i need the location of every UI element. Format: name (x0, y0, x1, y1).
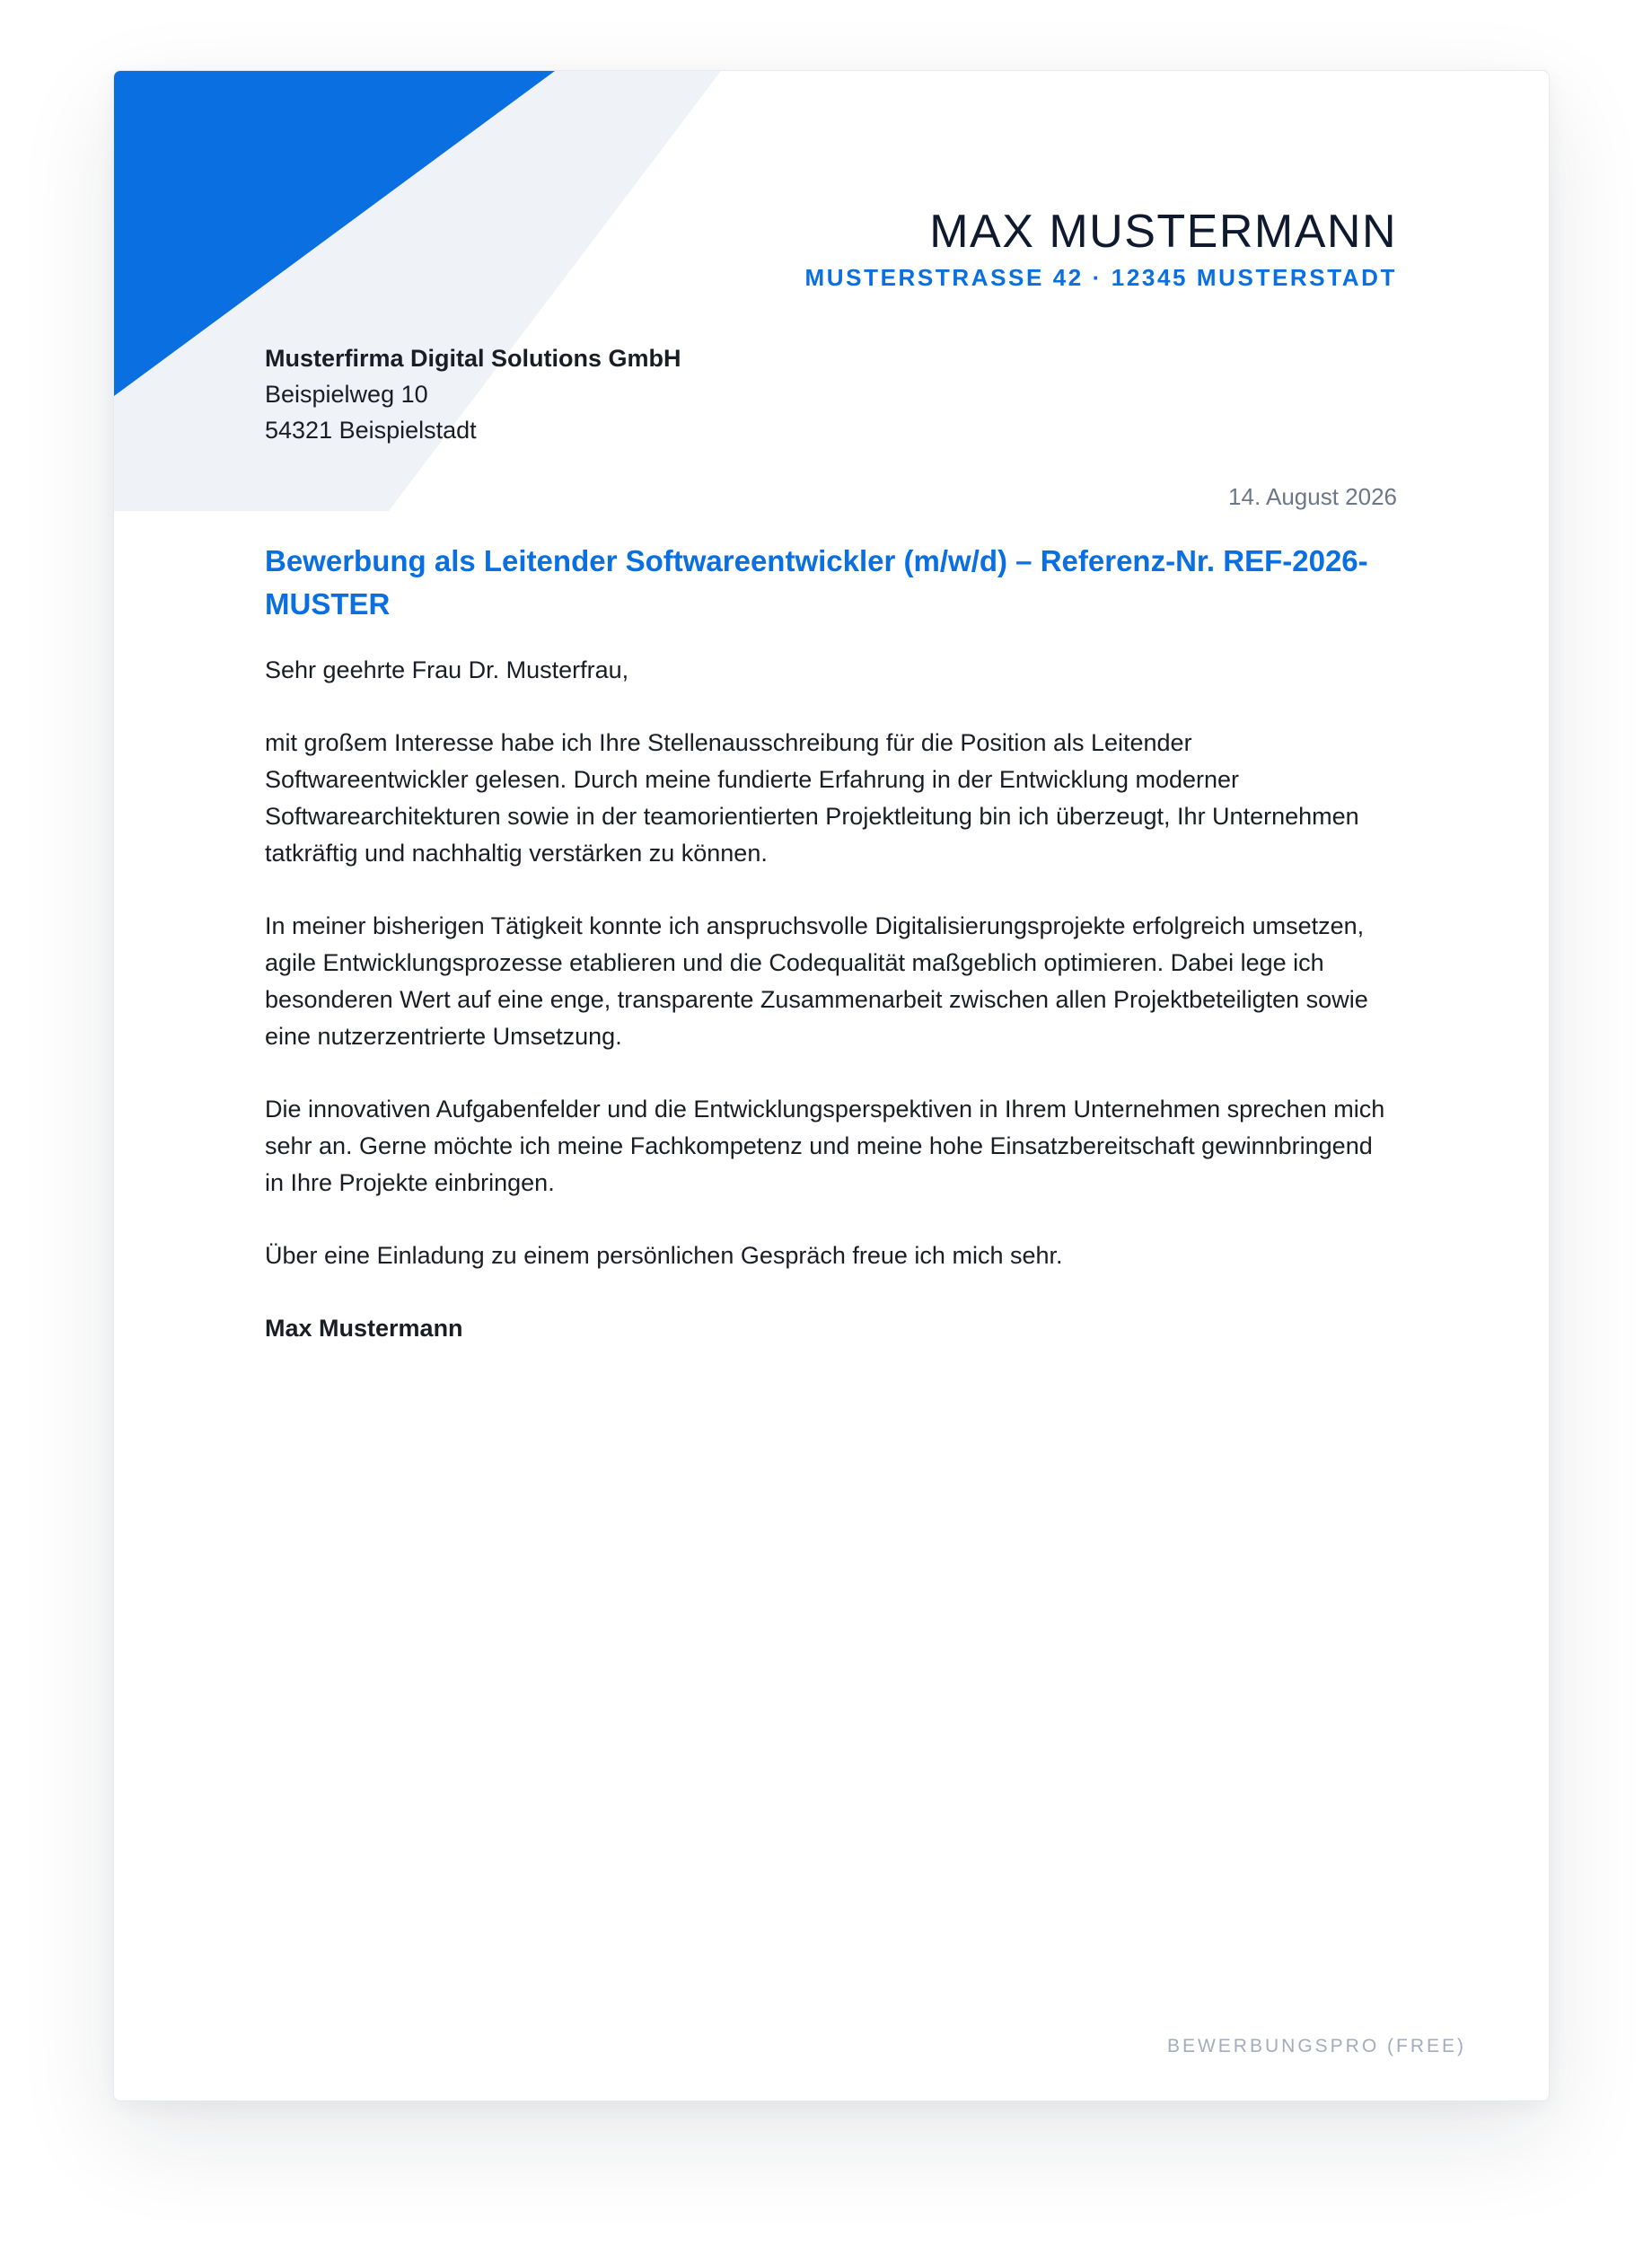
body-paragraph: mit großem Interesse habe ich Ihre Stellenausschreibung für die Position als Leitender Softwareentwickler gelesen. Durch meine fundierte Erfahrung in der Entwicklung moderner Softwarearchitekturen sowie in der teamorientierten Projektleitung bin ich überzeugt, Ihr Unternehmen tatkräftig und nachhaltig verstärken zu können. (265, 729, 1359, 867)
salutation: Sehr geehrte Frau Dr. Musterfrau, (265, 656, 629, 683)
sender-name: MAX MUSTERMANN (929, 206, 1397, 258)
recipient-company: Musterfirma Digital Solutions GmbH (265, 345, 681, 372)
body-paragraph: Die innovativen Aufgabenfelder und die Entwicklungsperspektiven in Ihrem Unternehmen sprechen mich sehr an. Gerne möchte ich meine Fachkompetenz und meine hohe Einsatzbereitschaft gewinnbringend in Ihre Projekte einbringen. (265, 1096, 1385, 1196)
body-paragraph: In meiner bisherigen Tätigkeit konnte ich anspruchsvolle Digitalisierungsprojekte erfolgreich umsetzen, agile Entwicklungsprozesse etablieren und die Codequalität maßgeblich optimieren. Dabei lege ich besonderen Wert auf eine enge, transparente Zusammenarbeit zwischen allen Projektbeteiligten sowie eine nutzerzentrierte Umsetzung. (265, 912, 1368, 1050)
letter-body (265, 652, 1398, 1383)
recipient-city: 54321 Beispielstadt (265, 417, 477, 444)
footer-brand: BEWERBUNGSPRO (FREE) (1166, 2036, 1466, 2056)
letter-subject: Bewerbung als Leitender Softwareentwickler (m/w/d) – Referenz-Nr. REF-2026-MUSTER (265, 544, 1368, 621)
closing-paragraph: Über eine Einladung zu einem persönlichen Gespräch freue ich mich sehr. (265, 1242, 1063, 1269)
recipient-address-block (265, 340, 681, 448)
sender-address: MUSTERSTRASSE 42 · 12345 MUSTERSTADT (804, 263, 1397, 291)
letter-page (113, 70, 1550, 2101)
letter-date: 14. August 2026 (1228, 483, 1397, 510)
corner-decoration (114, 71, 850, 520)
signature-name: Max Mustermann (265, 1315, 463, 1342)
recipient-street: Beispielweg 10 (265, 381, 428, 408)
sender-header (805, 206, 1397, 294)
